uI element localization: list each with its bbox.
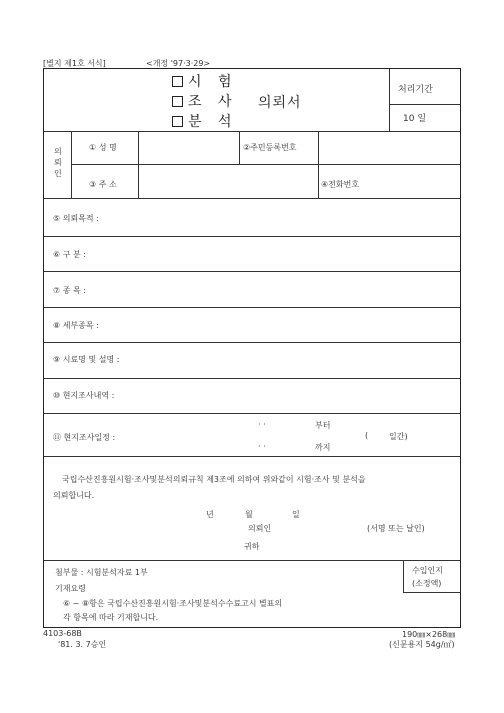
instructions-line-1: ⑥ ~ ⑧항은 국립수산진흥원시험·조사및분석수수료고시 별표의 [63, 599, 283, 608]
date-day-label: 일 [292, 510, 300, 519]
requester-sign-label: 의뢰인 [248, 524, 272, 533]
revenue-stamp-sub: (소정액) [412, 579, 442, 588]
revision-note: <개정 '97·3·29> [146, 59, 211, 68]
declaration-line-1: 국립수산진흥원시험·조사및분석의뢰규칙 제3조에 의하여 위와같이 시험·조사 및 분석을 [62, 475, 366, 484]
checkbox-icon[interactable] [172, 76, 183, 87]
date-year-label: 년 [206, 510, 214, 519]
schedule-to-dots: · · [258, 442, 266, 451]
name-field[interactable] [140, 133, 238, 163]
form-code: 4103-68B [43, 629, 82, 638]
checkbox-icon[interactable] [172, 116, 183, 127]
sample-field[interactable] [140, 344, 458, 376]
resident-number-field[interactable] [320, 133, 459, 163]
phone-field[interactable] [372, 166, 459, 197]
detail-item-field[interactable] [120, 309, 458, 340]
processing-period-label: 처리기간 [398, 85, 433, 95]
category-field[interactable] [120, 238, 458, 269]
declaration-line-2: 의뢰합니다. [53, 491, 95, 500]
purpose-label: ⑤ 의뢰목적 : [53, 214, 99, 223]
title-option-test[interactable]: 시 험 [172, 71, 238, 91]
instructions-title: 기재요령 [55, 584, 86, 593]
schedule-from-label: 부터 [315, 421, 331, 430]
form-title: 의뢰서 [258, 95, 302, 111]
name-label: ① 성 명 [89, 143, 117, 152]
paper-spec: (신문용지 54g/㎡) [389, 640, 455, 649]
detail-item-label: ⑧ 세부종목 : [53, 321, 99, 330]
address-field[interactable] [140, 166, 317, 197]
attachment-note: 첨부물 : 시험분석자료 1부 [55, 568, 148, 577]
schedule-to-label: 까지 [315, 443, 331, 452]
date-month-label: 월 [245, 510, 253, 519]
processing-period-value: 10 일 [403, 114, 427, 124]
instructions-line-2: 각 항목에 따라 기재합니다. [63, 613, 159, 622]
paper-size: 190㎜×268㎜ [402, 630, 456, 639]
approval-date: '81. 3. 7승인 [58, 640, 107, 649]
addressee-label: 귀하 [244, 542, 260, 551]
schedule-days-label: 일간) [389, 432, 408, 441]
field-schedule-label: ⑪ 현지조사일정 : [53, 433, 116, 442]
resident-number-label: ②주민등록번호 [243, 143, 297, 152]
field-survey-field[interactable] [140, 380, 458, 411]
checkbox-icon[interactable] [172, 96, 183, 107]
form-number: [별지 제1호 서식] [43, 59, 106, 68]
title-option-survey[interactable]: 조 사 [172, 91, 238, 111]
schedule-from-dots: · · [258, 420, 266, 429]
field-survey-label: ⑩ 현지조사내역 : [53, 391, 115, 400]
item-field[interactable] [120, 273, 458, 305]
requester-section-label: 의 뢰 인 [54, 147, 62, 178]
signature-label: (서명 또는 날인) [367, 524, 425, 533]
schedule-days-open: ( [365, 431, 369, 440]
revenue-stamp-label: 수입인지 [412, 566, 443, 575]
address-label: ③ 주 소 [89, 180, 117, 189]
title-option-analysis[interactable]: 분 석 [172, 111, 238, 131]
sample-label: ⑨ 시료명 및 설명 : [53, 355, 120, 364]
category-label: ⑥ 구 분 : [53, 250, 86, 259]
phone-label: ④전화번호 [321, 180, 360, 189]
purpose-field[interactable] [120, 200, 458, 234]
item-label: ⑦ 종 목 : [53, 286, 86, 295]
